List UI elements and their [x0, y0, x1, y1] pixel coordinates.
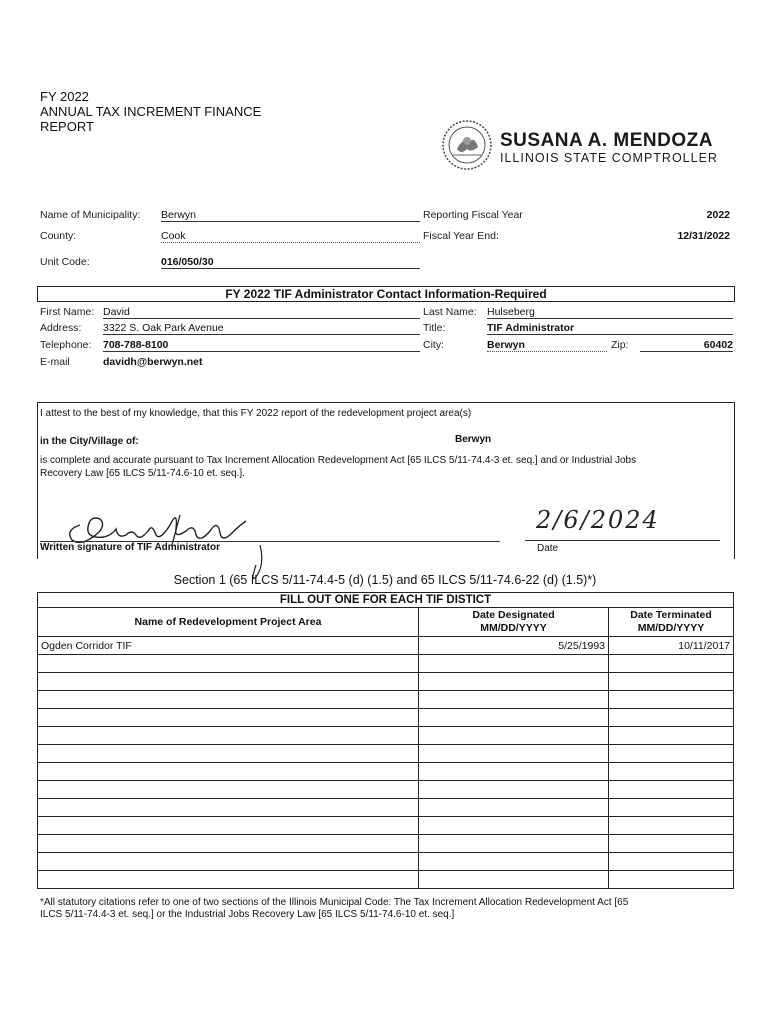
attest-city-value: Berwyn [455, 434, 492, 445]
col-name-header: Name of Redevelopment Project Area [38, 608, 419, 637]
project-name-cell [38, 853, 419, 871]
footnote-line1: *All statutory citations refer to one of two sections of the Illinois Municipal Code: The Tax Increment Allocation Redevelopment Act [65 [40, 897, 629, 908]
terminated-date-cell [609, 799, 734, 817]
comptroller-name: SUSANA A. MENDOZA [500, 130, 713, 151]
col-designated-line1: Date Designated [472, 609, 555, 621]
terminated-date-cell [609, 655, 734, 673]
col-terminated-line1: Date Terminated [630, 609, 712, 621]
email-value: davidh@berwyn.net [103, 356, 203, 368]
last-name-label: Last Name: [423, 306, 477, 318]
table-row [38, 835, 734, 853]
terminated-date-cell [609, 763, 734, 781]
section1-title: Section 1 (65 ILCS 5/11-74.4-5 (d) (1.5) and 65 ILCS 5/11-74.6-22 (d) (1.5)*) [173, 573, 597, 587]
contact-section-title: FY 2022 TIF Administrator Contact Information-Required [225, 287, 547, 301]
date-label: Date [537, 543, 559, 554]
project-name-cell [38, 709, 419, 727]
contact-section-header [37, 286, 735, 302]
project-name-cell [38, 817, 419, 835]
telephone-label: Telephone: [40, 339, 92, 351]
report-title-line2: ANNUAL TAX INCREMENT FINANCE [40, 104, 262, 119]
last-name-value: Hulseberg [487, 306, 733, 319]
table-row [38, 763, 734, 781]
project-name-cell [38, 781, 419, 799]
designated-date-cell [419, 763, 609, 781]
table-row [38, 781, 734, 799]
tif-district-table [37, 592, 734, 889]
first-name-value: David [103, 306, 420, 319]
attest-city-label [40, 436, 139, 447]
attest-line2: is complete and accurate pursuant to Tax Increment Allocation Redevelopment Act [65 ILCS 5/11-74.4-3 et. seq.] and or Industrial Jobs [40, 455, 637, 466]
table-row [38, 745, 734, 763]
project-name-cell [38, 799, 419, 817]
designated-date-cell [419, 709, 609, 727]
city-label: City: [423, 339, 444, 351]
address-value: 3322 S. Oak Park Avenue [103, 322, 420, 335]
table-row [38, 709, 734, 727]
fiscal-year-label: Reporting Fiscal Year [423, 209, 523, 221]
attest-city-label-text: in the City/Village of: [40, 436, 139, 447]
project-name-cell [38, 673, 419, 691]
table-row [38, 799, 734, 817]
signed-date: 2/6/2024 [536, 506, 660, 534]
county-label: County: [40, 230, 77, 242]
project-name-cell [38, 871, 419, 889]
project-name-cell [38, 655, 419, 673]
comptroller-subtitle: ILLINOIS STATE COMPTROLLER [500, 151, 718, 165]
designated-date-cell: 5/25/1993 [419, 637, 609, 655]
date-line [525, 540, 720, 541]
designated-date-cell [419, 691, 609, 709]
terminated-date-cell [609, 871, 734, 889]
administrator-signature [60, 495, 280, 585]
project-name-cell: Ogden Corridor TIF [38, 637, 419, 655]
designated-date-cell [419, 727, 609, 745]
terminated-date-cell [609, 691, 734, 709]
email-label: E-mail [40, 356, 70, 368]
footnote-line2: ILCS 5/11-74.4-3 et. seq.] or the Industrial Jobs Recovery Law [65 ILCS 5/11-74.6-10 et. seq.] [40, 909, 455, 920]
first-name-label: First Name: [40, 306, 95, 318]
city-value: Berwyn [487, 339, 607, 352]
terminated-date-cell [609, 709, 734, 727]
col-terminated-line2: MM/DD/YYYY [637, 622, 705, 634]
terminated-date-cell [609, 745, 734, 763]
fiscal-end-label: Fiscal Year End: [423, 230, 499, 242]
table-row [38, 727, 734, 745]
terminated-date-cell [609, 673, 734, 691]
municipality-label: Name of Municipality: [40, 209, 141, 221]
report-title [40, 89, 261, 134]
project-name-cell [38, 745, 419, 763]
col-designated-header [419, 608, 609, 637]
fiscal-end-value: 12/31/2022 [677, 230, 730, 242]
municipality-value: Berwyn [161, 209, 420, 222]
attest-line1: I attest to the best of my knowledge, that this FY 2022 report of the redevelopment project area(s) [40, 408, 472, 419]
designated-date-cell [419, 871, 609, 889]
table-row [38, 817, 734, 835]
unit-code-label: Unit Code: [40, 256, 90, 268]
address-label: Address: [40, 322, 82, 334]
table-row [38, 637, 734, 655]
terminated-date-cell [609, 781, 734, 799]
terminated-date-cell [609, 727, 734, 745]
zip-label: Zip: [611, 339, 629, 351]
attest-line3: Recovery Law [65 ILCS 5/11-74.6-10 et. seq.]. [40, 468, 245, 479]
zip-value: 60402 [640, 339, 733, 352]
project-name-cell [38, 763, 419, 781]
designated-date-cell [419, 817, 609, 835]
col-designated-line2: MM/DD/YYYY [480, 622, 547, 634]
designated-date-cell [419, 655, 609, 673]
report-title-line3: REPORT [40, 119, 94, 134]
terminated-date-cell: 10/11/2017 [609, 637, 734, 655]
table-row [38, 853, 734, 871]
designated-date-cell [419, 745, 609, 763]
fiscal-year-value: 2022 [706, 209, 730, 221]
table-row [38, 673, 734, 691]
table-row [38, 691, 734, 709]
project-name-cell [38, 727, 419, 745]
designated-date-cell [419, 799, 609, 817]
title-label: Title: [423, 322, 446, 334]
terminated-date-cell [609, 835, 734, 853]
telephone-value: 708-788-8100 [103, 339, 420, 352]
footnote [40, 897, 740, 921]
county-value: Cook [161, 230, 420, 243]
report-title-line1: FY 2022 [40, 89, 89, 104]
designated-date-cell [419, 673, 609, 691]
designated-date-cell [419, 853, 609, 871]
designated-date-cell [419, 781, 609, 799]
project-name-cell [38, 691, 419, 709]
illinois-seal-icon [441, 119, 493, 171]
fill-note: FILL OUT ONE FOR EACH TIF DISTICT [38, 593, 734, 608]
table-row [38, 655, 734, 673]
terminated-date-cell [609, 817, 734, 835]
signature-label: Written signature of TIF Administrator [40, 542, 221, 553]
terminated-date-cell [609, 853, 734, 871]
project-name-cell [38, 835, 419, 853]
unit-code-value: 016/050/30 [161, 256, 420, 269]
title-value: TIF Administrator [487, 322, 733, 335]
designated-date-cell [419, 835, 609, 853]
table-row [38, 871, 734, 889]
col-terminated-header [609, 608, 734, 637]
